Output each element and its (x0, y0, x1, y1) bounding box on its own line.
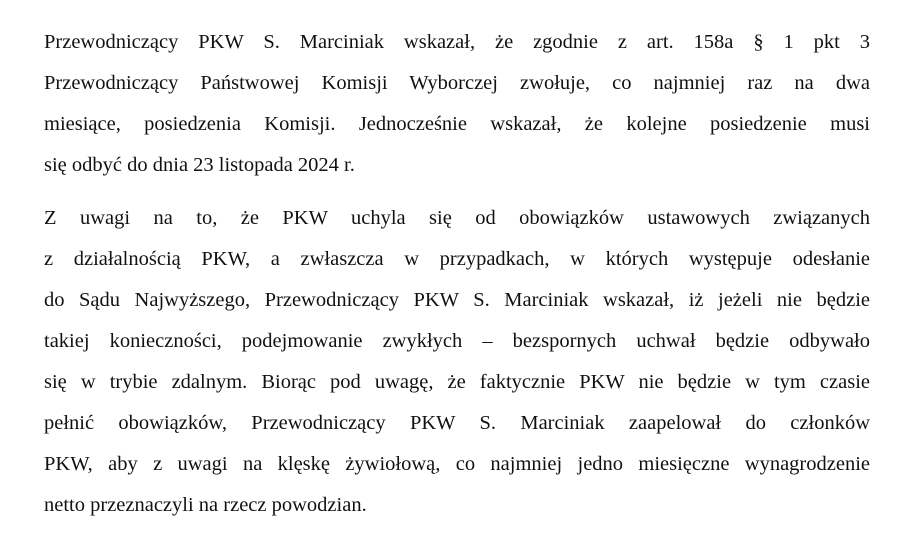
paragraph-2 (44, 198, 870, 526)
text-line: netto przeznaczyli na rzecz powodzian. (44, 494, 367, 516)
text-line: do Sądu Najwyższego, Przewodniczący PKW S. Marciniak wskazał, iż jeżeli nie będzie (44, 289, 870, 311)
text-line: miesiące, posiedzenia Komisji. Jednocześnie wskazał, że kolejne posiedzenie musi (44, 113, 870, 135)
text-line: Z uwagi na to, że PKW uchyla się od obowiązków ustawowych związanych (44, 207, 870, 229)
text-line: PKW, aby z uwagi na klęskę żywiołową, co najmniej jedno miesięczne wynagrodzenie (44, 453, 870, 475)
text-line: z działalnością PKW, a zwłaszcza w przypadkach, w których występuje odesłanie (44, 248, 870, 270)
paragraph-1 (44, 22, 870, 186)
text-line: się odbyć do dnia 23 listopada 2024 r. (44, 154, 355, 176)
text-line: Przewodniczący Państwowej Komisji Wyborczej zwołuje, co najmniej raz na dwa (44, 72, 870, 94)
text-line: się w trybie zdalnym. Biorąc pod uwagę, że faktycznie PKW nie będzie w tym czasie (44, 371, 870, 393)
text-line: pełnić obowiązków, Przewodniczący PKW S. Marciniak zaapelował do członków (44, 412, 870, 434)
document-page (44, 22, 870, 526)
text-line: Przewodniczący PKW S. Marciniak wskazał, że zgodnie z art. 158a § 1 pkt 3 (44, 31, 870, 53)
text-line: takiej konieczności, podejmowanie zwykłych – bezspornych uchwał będzie odbywało (44, 330, 870, 352)
